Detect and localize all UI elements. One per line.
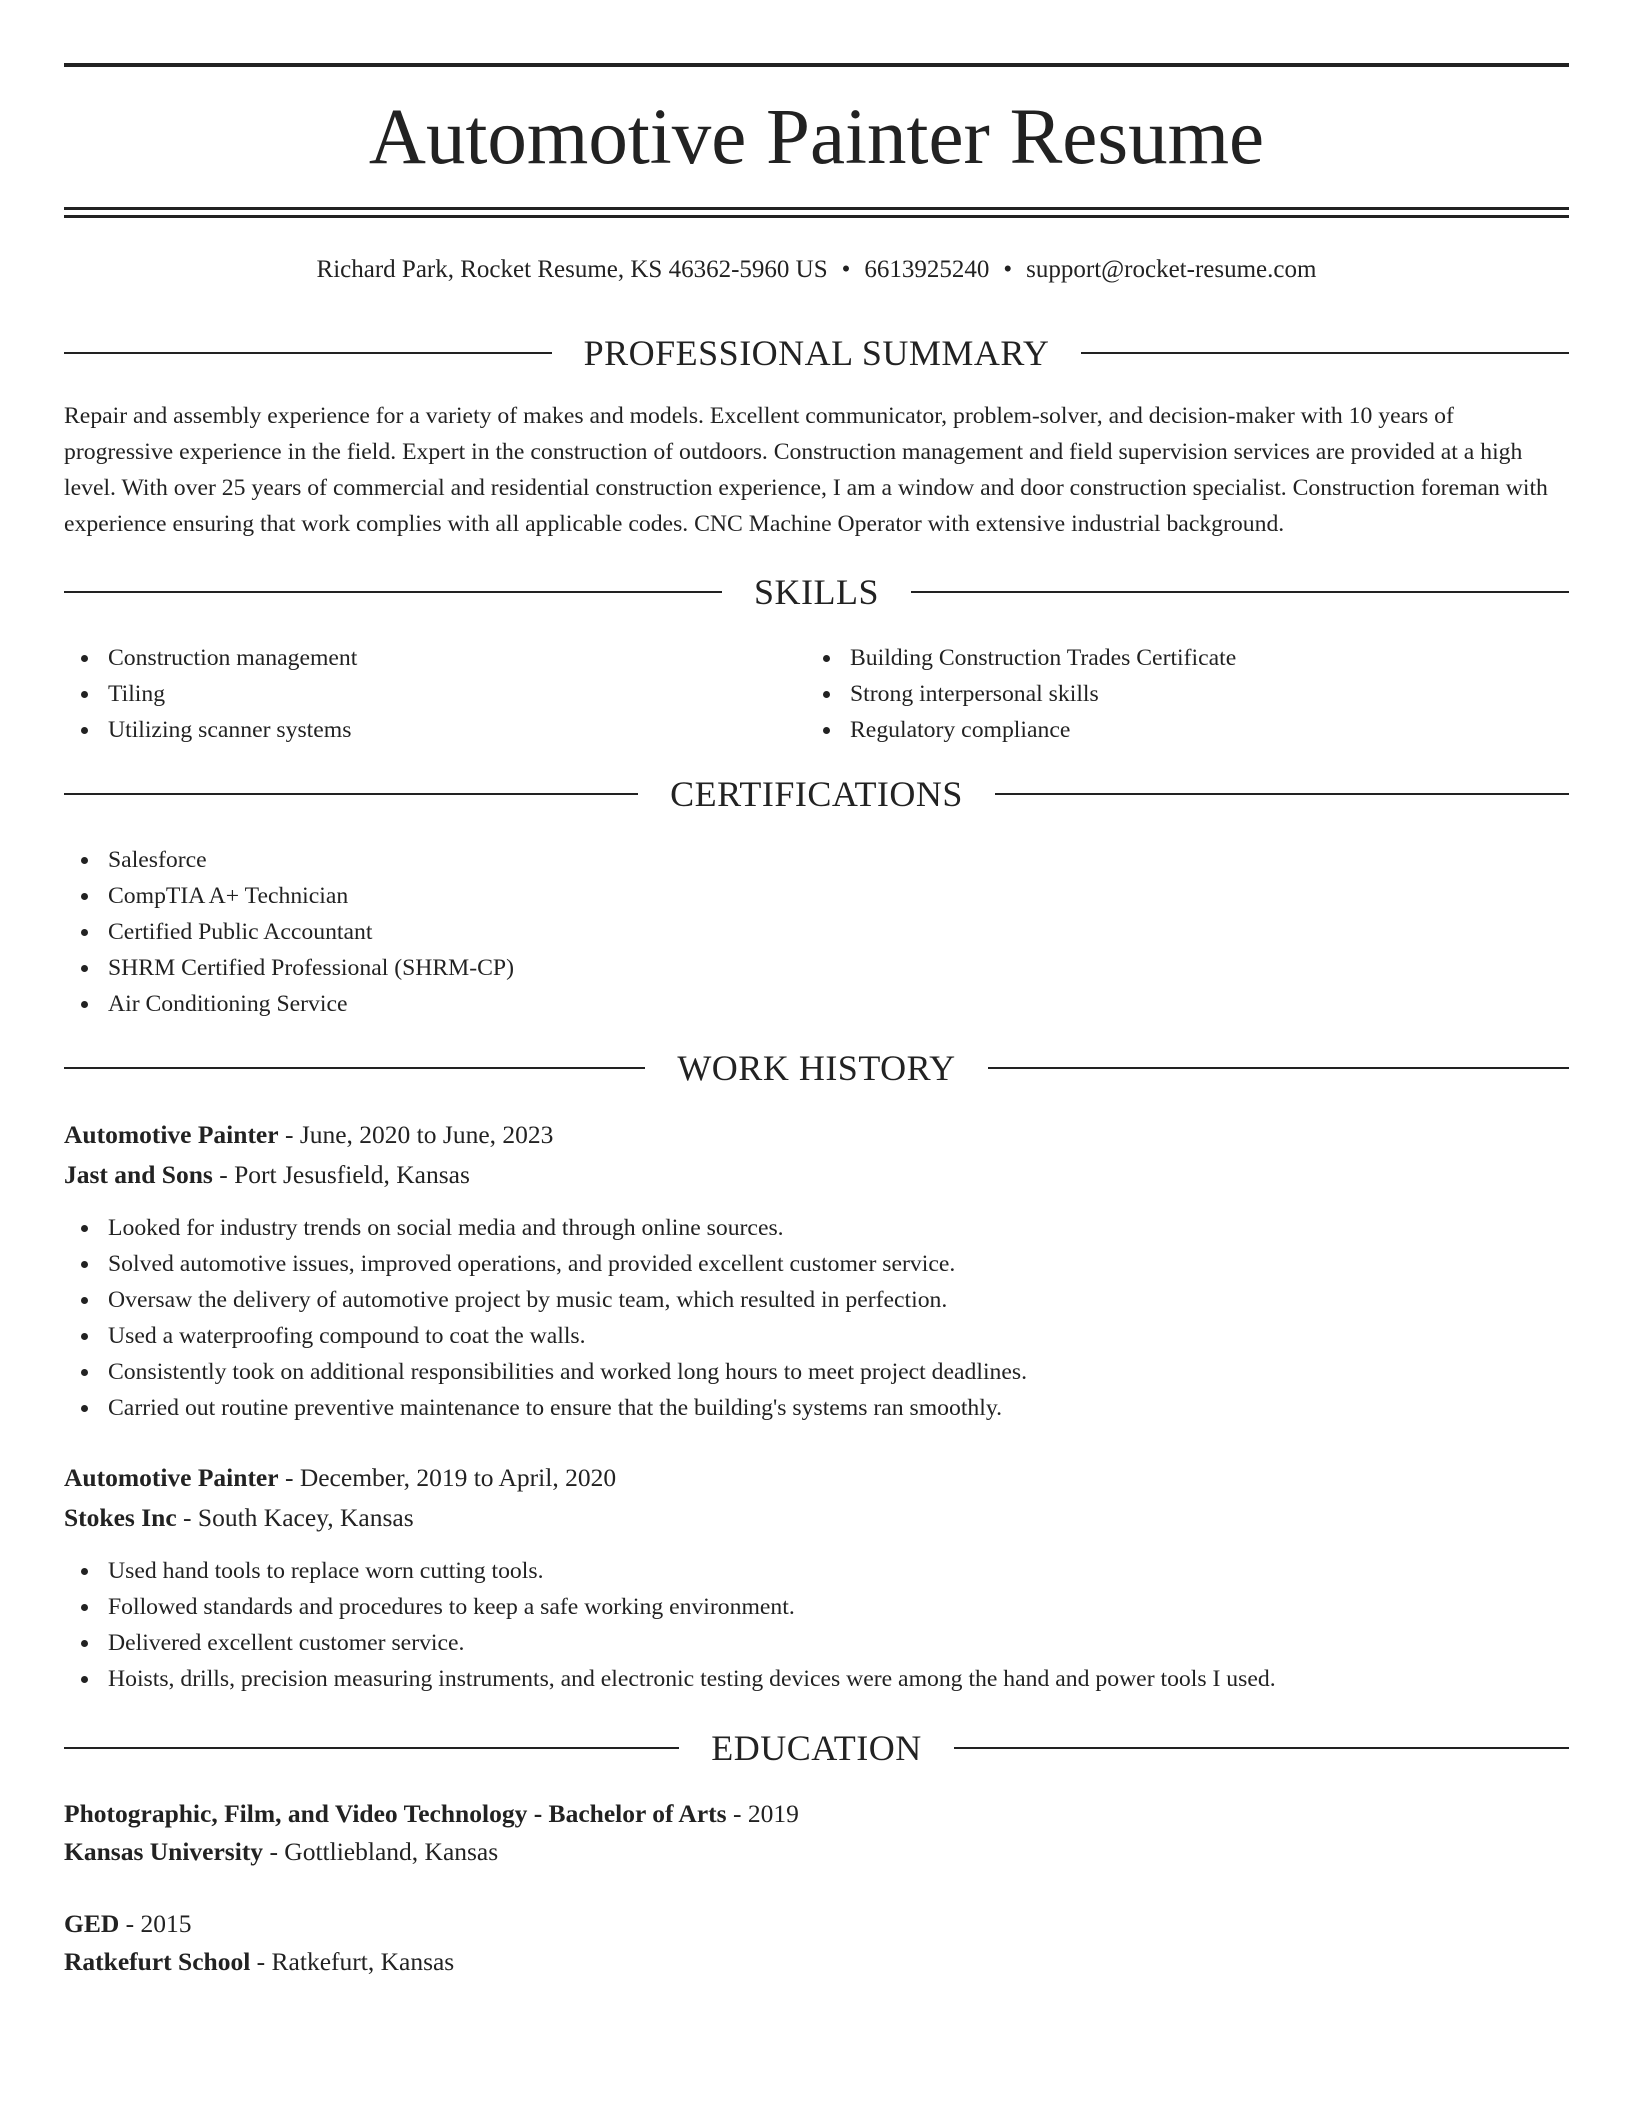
- title-rule-lower: [64, 215, 1569, 218]
- contact-address: Richard Park, Rocket Resume, KS 46362-5960 US: [316, 256, 828, 283]
- job-title-line: [64, 1460, 1569, 1496]
- heading-rule: [64, 591, 722, 593]
- list-item: Regulatory compliance: [806, 712, 1566, 748]
- list-item: Delivered excellent customer service.: [64, 1625, 1569, 1661]
- heading-rule: [64, 352, 552, 354]
- job-company-line: [64, 1500, 1569, 1536]
- job-dates: - June, 2020 to June, 2023: [278, 1120, 554, 1149]
- list-item: Strong interpersonal skills: [806, 676, 1566, 712]
- list-item: Tiling: [64, 676, 804, 712]
- heading-rule: [988, 1067, 1569, 1069]
- certifications-list: [64, 842, 1569, 1022]
- job-location: - South Kacey, Kansas: [176, 1503, 414, 1532]
- list-item: Used hand tools to replace worn cutting tools.: [64, 1553, 1569, 1589]
- contact-line: [64, 253, 1569, 287]
- job-title: Automotive Painter: [64, 1463, 279, 1492]
- education-school-line: [64, 1834, 1569, 1870]
- education-location: - Ratkefurt, Kansas: [250, 1947, 455, 1976]
- title-rule-upper: [64, 207, 1569, 210]
- section-title: PROFESSIONAL SUMMARY: [583, 333, 1050, 373]
- list-item: Carried out routine preventive maintenance to ensure that the building's systems ran smoothly.: [64, 1390, 1569, 1426]
- job-company: Jast and Sons: [64, 1160, 213, 1189]
- education-location: - Gottliebland, Kansas: [263, 1837, 499, 1866]
- list-item: Certified Public Accountant: [64, 914, 1569, 950]
- list-item: Salesforce: [64, 842, 1569, 878]
- heading-rule: [64, 793, 638, 795]
- list-item: Looked for industry trends on social media and through online sources.: [64, 1210, 1569, 1246]
- heading-rule: [954, 1747, 1569, 1749]
- list-item: SHRM Certified Professional (SHRM-CP): [64, 950, 1569, 986]
- page-title: Automotive Painter Resume: [368, 94, 1265, 181]
- list-item: Utilizing scanner systems: [64, 712, 804, 748]
- section-title: WORK HISTORY: [677, 1048, 956, 1088]
- list-item: Building Construction Trades Certificate: [806, 640, 1566, 676]
- list-item: Solved automotive issues, improved operations, and provided excellent customer service.: [64, 1246, 1569, 1282]
- skills-heading: [64, 570, 1569, 614]
- list-item: Air Conditioning Service: [64, 986, 1569, 1022]
- work-history-heading: [64, 1046, 1569, 1090]
- top-rule: [64, 63, 1569, 67]
- summary-heading: [64, 331, 1569, 375]
- education-school-line: [64, 1944, 1569, 1980]
- list-item: CompTIA A+ Technician: [64, 878, 1569, 914]
- summary-text: Repair and assembly experience for a variety of makes and models. Excellent communicator, problem-solver, and decision-maker with 10 years of progressive experience in the field. Expert in the construction of outdoors. Construction management and field supervision services are provided at a high level. With over 25 years of commercial and residential construction experience, I am a window and door construction specialist. Construction foreman with experience ensuring that work complies with all applicable codes. CNC Machine Operator with extensive industrial background.: [64, 403, 1548, 537]
- education-school: Ratkefurt School: [64, 1947, 251, 1976]
- education-heading: [64, 1726, 1569, 1770]
- job-title: Automotive Painter: [64, 1120, 279, 1149]
- heading-rule: [64, 1747, 679, 1749]
- heading-rule: [1081, 352, 1569, 354]
- list-item: Construction management: [64, 640, 804, 676]
- job-dates: - December, 2019 to April, 2020: [278, 1463, 617, 1492]
- list-item: Followed standards and procedures to keep a safe working environment.: [64, 1589, 1569, 1625]
- section-title: SKILLS: [754, 572, 880, 612]
- contact-phone[interactable]: 6613925240: [864, 256, 990, 283]
- education-degree-line: [64, 1906, 1569, 1942]
- contact-email-link[interactable]: support@rocket-resume.com: [1026, 256, 1317, 283]
- heading-rule: [995, 793, 1569, 795]
- list-item: Used a waterproofing compound to coat the walls.: [64, 1318, 1569, 1354]
- job-bullets: [64, 1553, 1569, 1697]
- contact-separator: •: [1003, 256, 1013, 283]
- job-company-line: [64, 1157, 1569, 1193]
- education-degree-line: [64, 1796, 1569, 1832]
- section-title: EDUCATION: [711, 1728, 922, 1768]
- job-location: - Port Jesusfield, Kansas: [212, 1160, 470, 1189]
- education-degree: GED: [64, 1909, 120, 1938]
- education-school: Kansas University: [64, 1837, 264, 1866]
- certifications-heading: [64, 772, 1569, 816]
- job-bullets: [64, 1210, 1569, 1426]
- heading-rule: [911, 591, 1569, 593]
- list-item: Hoists, drills, precision measuring instruments, and electronic testing devices were among the hand and power tools I used.: [64, 1661, 1569, 1697]
- education-degree: Photographic, Film, and Video Technology - Bachelor of Arts: [64, 1799, 727, 1828]
- list-item: Oversaw the delivery of automotive project by music team, which resulted in perfection.: [64, 1282, 1569, 1318]
- contact-separator: •: [841, 256, 851, 283]
- job-company: Stokes Inc: [64, 1503, 177, 1532]
- section-title: CERTIFICATIONS: [670, 774, 963, 814]
- skills-list-right: [806, 640, 1566, 748]
- skills-list-left: [64, 640, 804, 748]
- heading-rule: [64, 1067, 645, 1069]
- education-year: - 2019: [726, 1799, 799, 1828]
- education-year: - 2015: [119, 1909, 192, 1938]
- list-item: Consistently took on additional responsibilities and worked long hours to meet project deadlines.: [64, 1354, 1569, 1390]
- job-title-line: [64, 1117, 1569, 1153]
